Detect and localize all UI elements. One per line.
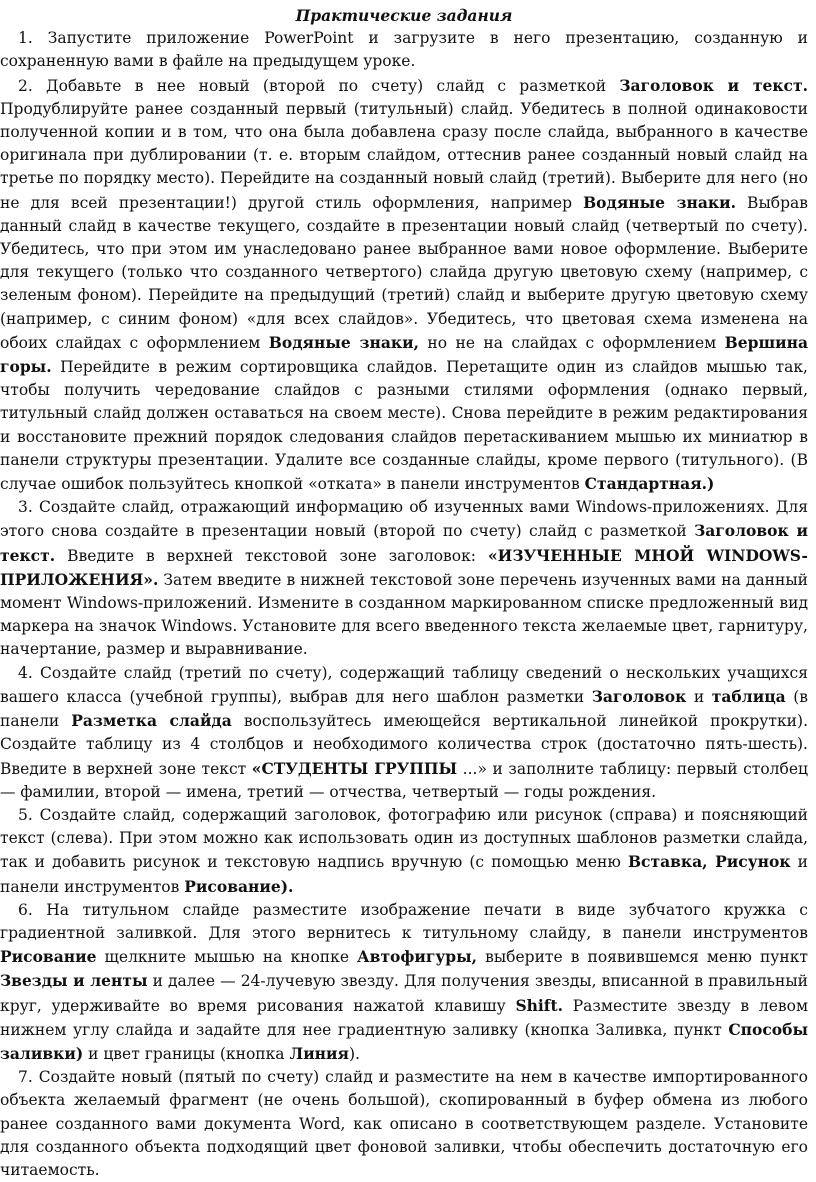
bold-term: «СТУДЕНТЫ ГРУППЫ <box>251 758 458 778</box>
bold-term: Рисование <box>0 947 97 967</box>
bold-term: Shift. <box>515 995 564 1015</box>
document-title: Практические задания <box>295 6 513 25</box>
text-run: 7. Создайте новый (пятый по счету) слайд и разместите на нем в качестве импортированного объекта желаемый фрагмент (не очень большой), скопированный в буфер обмена из любого ранее созданного вами документа Word, как описано в соответствующем разделе. Установите для созданного объекта подходящий цвет фоновой заливки, чтобы обеспечить достаточную его читаемость. <box>0 1068 808 1179</box>
bold-term: Стандартная.) <box>584 474 715 494</box>
text-run: 5. Создайте слайд, содержащий заголовок, фотографию или рисунок (справа) и поясняющий текст (слева). При этом можно как использовать один из доступных шаблонов разметки слайда, так и добавить рисунок и текстовую надпись вручную (с помощью меню <box>0 805 808 872</box>
task-paragraph-4 <box>0 662 808 804</box>
task-paragraph-2 <box>0 74 808 497</box>
tasks-list <box>0 27 808 1182</box>
text-run: 4. Создайте слайд (третий по счету), содержащий таблицу сведений о нескольких учащихся вашего класса (учебной группы), выбрав для него шаблон разметки <box>0 663 808 706</box>
task-paragraph-6 <box>0 899 808 1066</box>
text-run: Затем введите в нижней текстовой зоне перечень изученных вами на данный момент Windows-приложений. Измените в созданном маркированном списке предложенный вид маркера на значок Windows. Установите для всего введенного текста желаемые цвет, гарнитуру, начертание, размер и выравнивание. <box>0 570 808 659</box>
text-run: Выбрав данный слайд в качестве текущего, создайте в презентации новый слайд (четвертый по счету). Убедитесь, что при этом им унаследовано ранее выбранное вами новое оформление. Выберите для текущего (только что созданного четвертого) слайда другую цветовую схему (например, с зеленым фоном). Перейдите на предыдущий (третий) слайд и выберите другую цветовую схему (например, с синим фоном) «для всех слайдов». Убедитесь, что цветовая схема изменена на обоих слайдах с оформлением <box>0 193 809 352</box>
text-run: щелкните мышью на кнопке <box>96 948 358 967</box>
text-run: Продублируйте ранее созданный первый (титульный) слайд. Убедитесь в полной одинаковости полученной копии и в том, что она была добавлена сразу после слайда, выбранного в качестве оригинала при дублировании (т. е. вторым слайдом, оттеснив ранее созданный новый слайд на третье по порядку место). Перейдите на созданный новый слайд (третий). Выберите для него (но не для всей презентации!) другой стиль оформления, например <box>0 99 808 212</box>
text-run: но не на слайдах с оформлением <box>418 333 725 352</box>
bold-term: «ИЗУЧЕННЫЕ МНОЙ WINDOWS-ПРИЛОЖЕНИЯ». <box>0 545 808 589</box>
task-paragraph-7 <box>0 1066 808 1182</box>
bold-term: Заголовок и текст. <box>619 75 808 95</box>
bold-term: Звезды и ленты <box>0 971 148 991</box>
bold-term: Водяные знаки. <box>583 192 736 212</box>
task-paragraph-3 <box>0 496 808 661</box>
bold-term: Вставка, Рисунок <box>627 852 791 872</box>
text-run: Введите в верхней текстовой зоне заголовок: <box>55 546 488 565</box>
text-run: Разместите звезду в левом нижнем углу слайда и задайте для нее градиентную заливку (кнопка Заливка, пункт <box>0 996 809 1039</box>
bold-term: Способы заливки) <box>0 1019 808 1063</box>
text-run: и далее — 24-лучевую звезду. Для получения звезды, вписанной в правильный круг, удерживайте во время рисования нажатой клавишу <box>0 972 808 1015</box>
text-run: Перейдите в режим сортировщика слайдов. Перетащите один из слайдов мышью так, чтобы получить чередование слайдов с разными стилями оформления (однако первый, титульный слайд должен оставаться на своем месте). Снова перейдите в режим редактирования и восстановите прежний порядок следования слайдов перетаскиванием мышью их миниатюр в панели структуры презентации. Удалите все созданные слайды, кроме первого (титульного). (В случае ошибок пользуйтесь кнопкой «отката» в панели инструментов <box>0 358 808 494</box>
text-run: выберите в появившемся меню пункт <box>477 948 808 967</box>
text-run: и <box>686 687 712 706</box>
bold-term: Заголовок <box>591 686 687 706</box>
bold-term: Автофигуры, <box>357 947 478 967</box>
bold-term: Вершина горы. <box>0 332 809 377</box>
text-run: и панели инструментов <box>0 853 809 896</box>
text-run: и цвет границы (кнопка <box>83 1044 290 1063</box>
text-run: воспользуйтесь имеющейся вертикальной линейкой прокрутки). Создайте таблицу из 4 столбцов и необходимого количества строк (достаточно пять-шесть). Введите в верхней зоне текст <box>0 712 808 778</box>
task-paragraph-5 <box>0 804 808 899</box>
text-run: 2. Добавьте в нее новый (второй по счету) слайд с разметкой <box>18 76 620 95</box>
task-paragraph-1 <box>0 27 808 73</box>
bold-term: Рисование). <box>184 876 294 896</box>
text-run: (в панели <box>0 687 809 731</box>
text-run: 1. Запустите приложение PowerPoint и загрузите в него презентацию, созданную и сохраненную вами в файле на предыдущем уроке. <box>0 29 808 71</box>
bold-term: таблица <box>711 686 786 706</box>
bold-term: Разметка слайда <box>71 711 232 731</box>
text-run: ...» и заполните таблицу: первый столбец — фамилии, второй — имена, третий — отчества, четвертый — годы рождения. <box>0 759 808 801</box>
text-run: 3. Создайте слайд, отражающий информацию об изученных вами Windows-приложениях. Для этого снова создайте в презентации новый (второй по счету) слайд с разметкой <box>0 498 808 541</box>
bold-term: Водяные знаки, <box>268 332 419 352</box>
text-run: ). <box>348 1044 360 1063</box>
bold-term: Линия <box>289 1043 349 1063</box>
text-run: 6. На титульном слайде разместите изображение печати в виде зубчатого кружка с градиентной заливкой. Для этого вернитесь к титульному слайду, в панели инструментов <box>0 900 808 942</box>
bold-term: Заголовок и текст. <box>0 521 808 565</box>
